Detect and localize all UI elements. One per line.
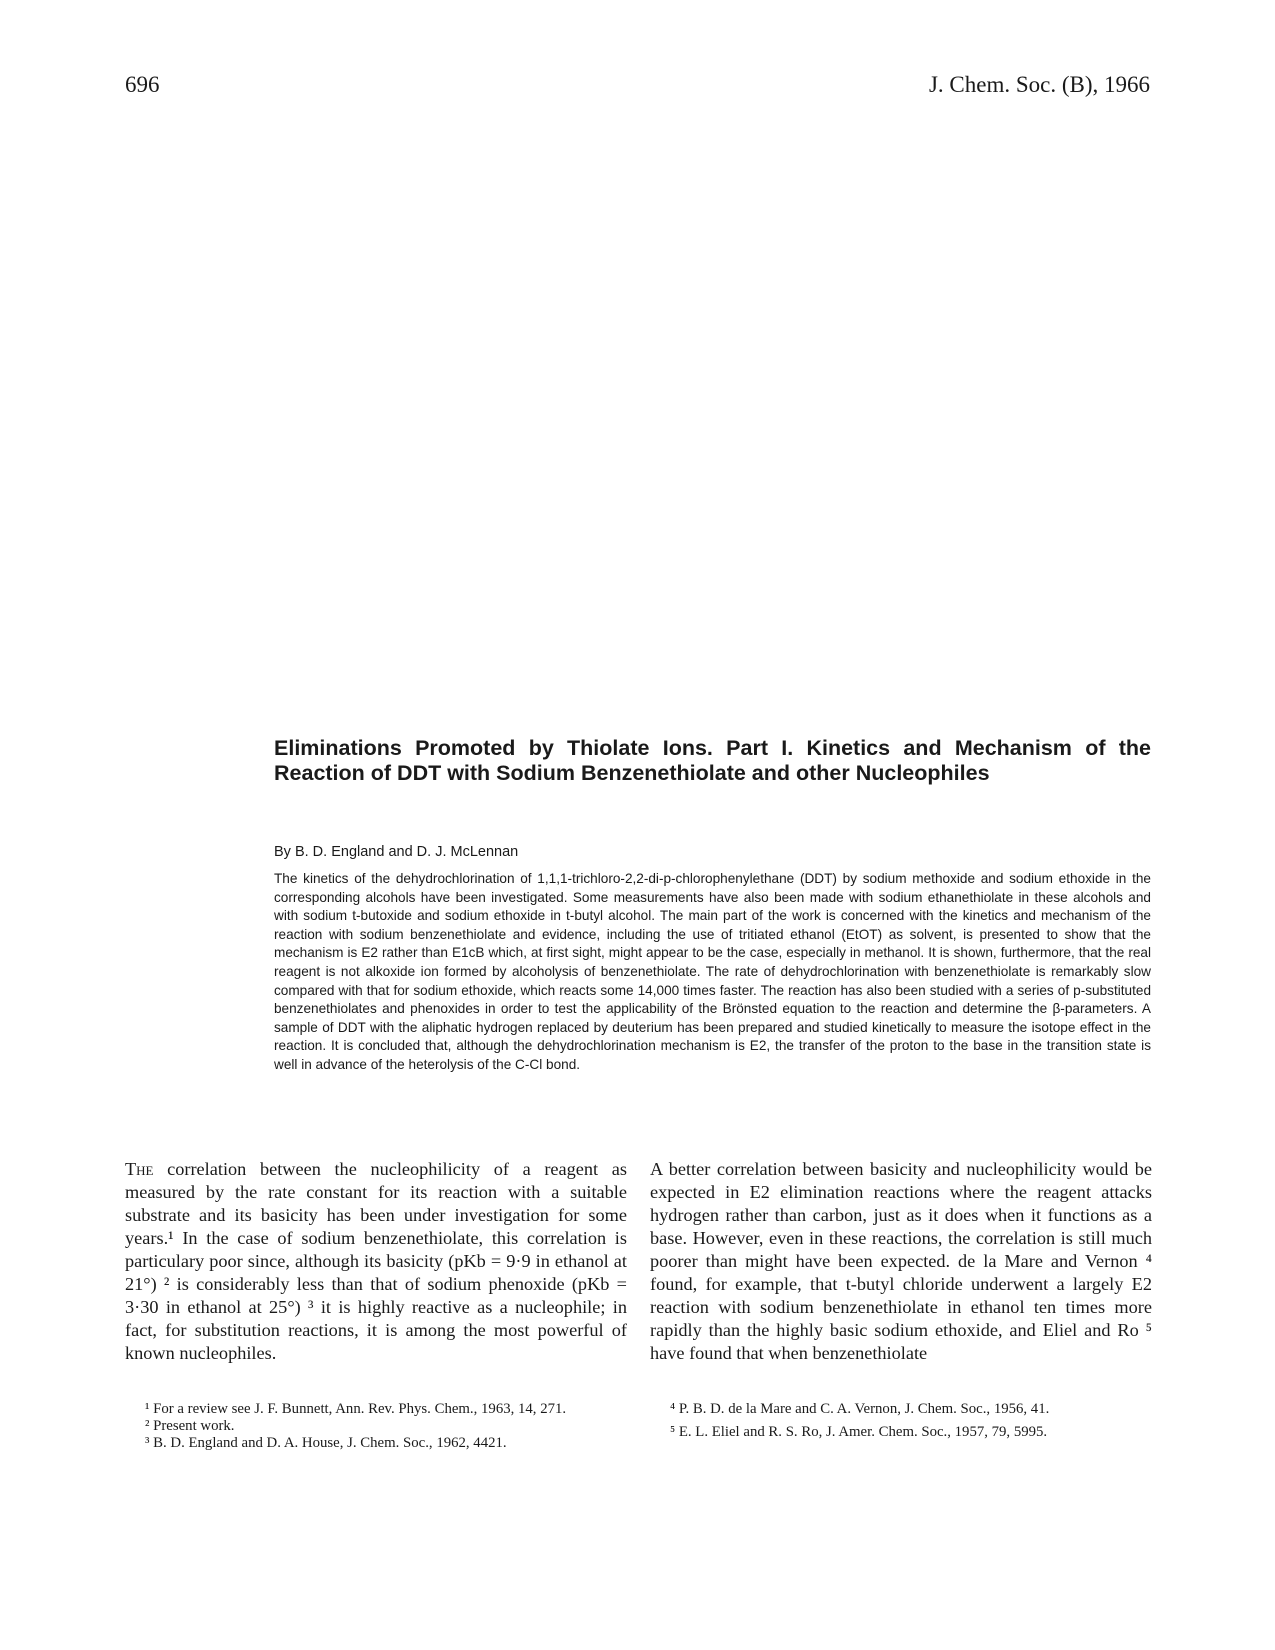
- lead-word: The: [125, 1159, 154, 1179]
- footnote-5: ⁵ E. L. Eliel and R. S. Ro, J. Amer. Chem. Soc., 1957, 79, 5995.: [670, 1424, 1048, 1440]
- journal-reference: J. Chem. Soc. (B), 1966: [928, 72, 1150, 97]
- footnote-4: ⁴ P. B. D. de la Mare and C. A. Vernon, J. Chem. Soc., 1956, 41.: [670, 1401, 1050, 1417]
- body-paragraph-right: A better correlation between basicity and nucleophilicity would be expected in E2 elimination reactions where the reagent attacks hydrogen rather than carbon, just as it does when it functions as a base. However, even in these reactions, the correlation is still much poorer than might have been expected. de la Mare and Vernon ⁴ found, for example, that t-butyl chloride underwent a largely E2 reaction with sodium benzenethiolate in ethanol ten times more rapidly than the highly basic sodium ethoxide, and Eliel and Ro ⁵ have found that when benzenethiolate: [650, 1159, 1152, 1363]
- footnotes-right: [650, 1401, 1152, 1441]
- footnote-2: ² Present work.: [145, 1418, 235, 1434]
- page-number: 696: [125, 72, 160, 97]
- body-column-right: [650, 1158, 1152, 1365]
- body-column-left: [125, 1158, 627, 1365]
- article-title: Eliminations Promoted by Thiolate Ions. Part I. Kinetics and Mechanism of the Reaction of DDT with Sodium Benzenethiolate and other Nucleophiles: [274, 736, 1151, 785]
- body-text-left: correlation between the nucleophilicity of a reagent as measured by the rate constant for its reaction with a suitable substrate and its basicity has been under investigation for some years.¹ In the case of sodium benzenethiolate, this correlation is particulary poor since, although its basicity (pKb = 9·9 in ethanol at 21°) ² is considerably less than that of sodium phenoxide (pKb = 3·30 in ethanol at 25°) ³ it is highly reactive as a nucleophile; in fact, for substitution reactions, it is among the most powerful of known nucleophiles.: [125, 1159, 627, 1363]
- footnote-1: ¹ For a review see J. F. Bunnett, Ann. Rev. Phys. Chem., 1963, 14, 271.: [145, 1401, 567, 1417]
- footnotes-left: [125, 1401, 627, 1452]
- abstract: The kinetics of the dehydrochlorination of 1,1,1-trichloro-2,2-di-p-chlorophenylethane (DDT) by sodium methoxide and sodium ethoxide in the corresponding alcohols have been investigated. Some measurements have also been made with sodium ethanethiolate in these alcohols and with sodium t-butoxide and sodium ethoxide in t-butyl alcohol. The main part of the work is concerned with the kinetics and mechanism of the reaction with sodium benzenethiolate and evidence, including the use of tritiated ethanol (EtOT) as solvent, is presented to show that the mechanism is E2 rather than E1cB which, at first sight, might appear to be the case, especially in methanol. It is shown, furthermore, that the real reagent is not alkoxide ion formed by alcoholysis of benzenethiolate. The rate of dehydrochlorination with benzenethiolate is remarkably slow compared with that for sodium ethoxide, which reacts some 14,000 times faster. The reaction has also been studied with a series of p-substituted benzenethiolates and phenoxides in order to test the applicability of the Brönsted equation to the reaction and determine the β-parameters. A sample of DDT with the aliphatic hydrogen replaced by deuterium has been prepared and studied kinetically to measure the isotope effect in the reaction. It is concluded that, although the dehydrochlorination mechanism is E2, the transfer of the proton to the base in the transition state is well in advance of the heterolysis of the C-Cl bond.: [274, 871, 1151, 1072]
- body-paragraph-left: [125, 1158, 627, 1365]
- footnote-3: ³ B. D. England and D. A. House, J. Chem. Soc., 1962, 4421.: [145, 1435, 507, 1451]
- author-byline: By B. D. England and D. J. McLennan: [274, 844, 519, 860]
